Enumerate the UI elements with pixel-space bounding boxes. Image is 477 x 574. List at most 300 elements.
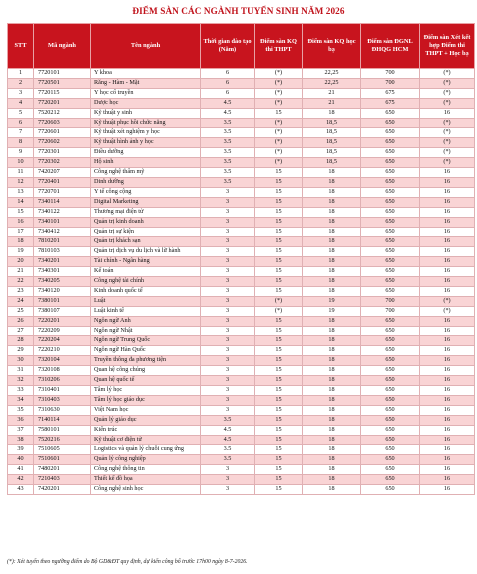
table-body xyxy=(8,69,475,495)
cell-dgnl: 650 xyxy=(361,168,420,178)
cell-dgnl: 650 xyxy=(361,128,420,138)
cell-dgnl: 650 xyxy=(361,158,420,168)
cell-stt: 27 xyxy=(8,326,34,336)
cell-stt: 10 xyxy=(8,158,34,168)
cell-stt: 18 xyxy=(8,237,34,247)
cell-duration: 4.5 xyxy=(201,435,255,445)
cell-duration: 4.5 xyxy=(201,108,255,118)
table-row xyxy=(8,148,475,158)
cell-duration: 3 xyxy=(201,336,255,346)
cell-dgnl: 650 xyxy=(361,247,420,257)
cell-stt: 20 xyxy=(8,257,34,267)
cell-hocba: 18,5 xyxy=(303,118,361,128)
cell-name: Luật kinh tế xyxy=(91,306,201,316)
cell-dgnl: 650 xyxy=(361,455,420,465)
cell-combo: (*) xyxy=(420,98,475,108)
cell-name: Kế toán xyxy=(91,267,201,277)
cell-code: 7810201 xyxy=(34,237,91,247)
cell-dgnl: 650 xyxy=(361,475,420,485)
cell-stt: 3 xyxy=(8,88,34,98)
header-duration: Thời gian đào tạo (Năm) xyxy=(201,24,255,69)
table-row xyxy=(8,386,475,396)
cell-duration: 6 xyxy=(201,69,255,79)
cell-code: 7480201 xyxy=(34,465,91,475)
cell-thpt: (*) xyxy=(255,158,303,168)
cell-thpt: 15 xyxy=(255,227,303,237)
cell-name: Kinh doanh quốc tế xyxy=(91,286,201,296)
cell-code: 7310403 xyxy=(34,395,91,405)
cell-stt: 36 xyxy=(8,415,34,425)
cell-duration: 3.5 xyxy=(201,445,255,455)
cell-combo: 16 xyxy=(420,386,475,396)
table-row xyxy=(8,227,475,237)
cell-hocba: 18 xyxy=(303,445,361,455)
cell-duration: 3 xyxy=(201,277,255,287)
cell-code: 7340301 xyxy=(34,267,91,277)
table-row xyxy=(8,435,475,445)
cell-duration: 3 xyxy=(201,306,255,316)
cell-stt: 15 xyxy=(8,207,34,217)
header-name: Tên ngành xyxy=(91,24,201,69)
cell-combo: 16 xyxy=(420,187,475,197)
cell-dgnl: 650 xyxy=(361,217,420,227)
cell-dgnl: 650 xyxy=(361,485,420,495)
cell-dgnl: 700 xyxy=(361,306,420,316)
cell-thpt: (*) xyxy=(255,98,303,108)
cell-dgnl: 650 xyxy=(361,425,420,435)
cell-name: Ngôn ngữ Hàn Quốc xyxy=(91,346,201,356)
header-hocba: Điểm sàn KQ học bạ xyxy=(303,24,361,69)
cell-stt: 31 xyxy=(8,366,34,376)
cell-thpt: (*) xyxy=(255,128,303,138)
cell-code: 7220210 xyxy=(34,346,91,356)
cell-name: Kỹ thuật xét nghiệm y học xyxy=(91,128,201,138)
cell-hocba: 18,5 xyxy=(303,128,361,138)
cell-name: Kiến trúc xyxy=(91,425,201,435)
cell-combo: 16 xyxy=(420,425,475,435)
cell-thpt: 15 xyxy=(255,197,303,207)
cell-thpt: 15 xyxy=(255,376,303,386)
cell-code: 7720602 xyxy=(34,138,91,148)
cell-thpt: 15 xyxy=(255,177,303,187)
cell-combo: 16 xyxy=(420,336,475,346)
table-row xyxy=(8,197,475,207)
cell-stt: 16 xyxy=(8,217,34,227)
cell-code: 7320104 xyxy=(34,356,91,366)
cell-thpt: 15 xyxy=(255,257,303,267)
table-row xyxy=(8,286,475,296)
cell-stt: 25 xyxy=(8,306,34,316)
cell-combo: 16 xyxy=(420,356,475,366)
cell-thpt: 15 xyxy=(255,247,303,257)
cell-duration: 6 xyxy=(201,78,255,88)
cell-stt: 4 xyxy=(8,98,34,108)
cell-stt: 41 xyxy=(8,465,34,475)
cell-stt: 26 xyxy=(8,316,34,326)
cell-dgnl: 650 xyxy=(361,316,420,326)
header-code: Mã ngành xyxy=(34,24,91,69)
cell-name: Răng - Hàm - Mặt xyxy=(91,78,201,88)
cell-stt: 28 xyxy=(8,336,34,346)
cell-duration: 3.5 xyxy=(201,455,255,465)
cell-name: Kỹ thuật phục hồi chức năng xyxy=(91,118,201,128)
cell-duration: 3 xyxy=(201,247,255,257)
cell-thpt: (*) xyxy=(255,78,303,88)
cell-name: Digital Marketing xyxy=(91,197,201,207)
table-row xyxy=(8,395,475,405)
cell-hocba: 21 xyxy=(303,88,361,98)
cell-stt: 37 xyxy=(8,425,34,435)
cell-stt: 19 xyxy=(8,247,34,257)
table-row xyxy=(8,168,475,178)
cell-hocba: 18 xyxy=(303,286,361,296)
cell-combo: 16 xyxy=(420,197,475,207)
cell-dgnl: 700 xyxy=(361,296,420,306)
cell-duration: 3 xyxy=(201,207,255,217)
cell-duration: 3.5 xyxy=(201,148,255,158)
cell-hocba: 18 xyxy=(303,227,361,237)
cell-name: Thương mại điện tử xyxy=(91,207,201,217)
header-stt: STT xyxy=(8,24,34,69)
table-row xyxy=(8,336,475,346)
cell-name: Kỹ thuật cơ điện tử xyxy=(91,435,201,445)
cell-combo: (*) xyxy=(420,78,475,88)
cell-hocba: 18 xyxy=(303,237,361,247)
cell-code: 7420201 xyxy=(34,485,91,495)
cell-hocba: 18 xyxy=(303,108,361,118)
cell-duration: 3 xyxy=(201,395,255,405)
cell-thpt: 15 xyxy=(255,207,303,217)
cell-thpt: 15 xyxy=(255,267,303,277)
header-dgnl: Điểm sàn ĐGNL ĐHQG HCM xyxy=(361,24,420,69)
cell-name: Ngôn ngữ Trung Quốc xyxy=(91,336,201,346)
cell-dgnl: 650 xyxy=(361,207,420,217)
table-row xyxy=(8,445,475,455)
cell-thpt: 15 xyxy=(255,326,303,336)
cell-name: Quản trị khách sạn xyxy=(91,237,201,247)
table-row xyxy=(8,207,475,217)
cell-dgnl: 650 xyxy=(361,415,420,425)
table-row xyxy=(8,356,475,366)
cell-duration: 3 xyxy=(201,257,255,267)
cell-combo: 16 xyxy=(420,465,475,475)
cell-thpt: (*) xyxy=(255,148,303,158)
cell-name: Kỹ thuật hình ảnh y học xyxy=(91,138,201,148)
cell-dgnl: 700 xyxy=(361,69,420,79)
cell-duration: 3 xyxy=(201,197,255,207)
cell-duration: 3 xyxy=(201,485,255,495)
table-row xyxy=(8,326,475,336)
cell-combo: (*) xyxy=(420,118,475,128)
cell-combo: 16 xyxy=(420,277,475,287)
header-thpt: Điểm sàn KQ thi THPT xyxy=(255,24,303,69)
cell-duration: 6 xyxy=(201,88,255,98)
cell-hocba: 18 xyxy=(303,405,361,415)
cell-code: 7520212 xyxy=(34,108,91,118)
cell-name: Luật xyxy=(91,296,201,306)
cell-duration: 3 xyxy=(201,475,255,485)
cell-hocba: 18 xyxy=(303,386,361,396)
cell-thpt: (*) xyxy=(255,88,303,98)
cell-hocba: 21 xyxy=(303,98,361,108)
table-row xyxy=(8,138,475,148)
table-row xyxy=(8,158,475,168)
cell-code: 7720301 xyxy=(34,148,91,158)
table-row xyxy=(8,415,475,425)
cell-combo: (*) xyxy=(420,69,475,79)
cell-code: 7720201 xyxy=(34,98,91,108)
table-row xyxy=(8,78,475,88)
cell-code: 7720501 xyxy=(34,78,91,88)
cell-name: Tâm lý học giáo dục xyxy=(91,395,201,405)
cell-thpt: 15 xyxy=(255,445,303,455)
cell-duration: 3 xyxy=(201,237,255,247)
cell-code: 7220209 xyxy=(34,326,91,336)
table-row xyxy=(8,237,475,247)
table-row xyxy=(8,187,475,197)
cell-duration: 3.5 xyxy=(201,168,255,178)
cell-name: Quản lý giáo dục xyxy=(91,415,201,425)
cell-dgnl: 650 xyxy=(361,356,420,366)
cell-hocba: 18 xyxy=(303,356,361,366)
cell-duration: 3.5 xyxy=(201,118,255,128)
cell-hocba: 18 xyxy=(303,197,361,207)
cell-dgnl: 650 xyxy=(361,465,420,475)
cell-hocba: 18 xyxy=(303,376,361,386)
cell-stt: 8 xyxy=(8,138,34,148)
cell-duration: 3 xyxy=(201,316,255,326)
cell-combo: 16 xyxy=(420,346,475,356)
cell-combo: 16 xyxy=(420,376,475,386)
table-row xyxy=(8,277,475,287)
page-title: ĐIỂM SÀN CÁC NGÀNH TUYỂN SINH NĂM 2026 xyxy=(132,6,345,16)
cell-stt: 32 xyxy=(8,376,34,386)
table-row xyxy=(8,108,475,118)
cell-combo: 16 xyxy=(420,455,475,465)
table-row xyxy=(8,316,475,326)
cell-name: Quan hệ quốc tế xyxy=(91,376,201,386)
cell-stt: 30 xyxy=(8,356,34,366)
cell-thpt: 15 xyxy=(255,425,303,435)
cell-combo: 16 xyxy=(420,247,475,257)
cell-code: 7380107 xyxy=(34,306,91,316)
cell-code: 7720601 xyxy=(34,128,91,138)
cell-hocba: 18 xyxy=(303,475,361,485)
cell-hocba: 19 xyxy=(303,306,361,316)
cell-hocba: 18 xyxy=(303,395,361,405)
cell-dgnl: 650 xyxy=(361,395,420,405)
cell-hocba: 18 xyxy=(303,247,361,257)
cell-stt: 21 xyxy=(8,267,34,277)
cell-dgnl: 650 xyxy=(361,177,420,187)
cell-hocba: 18 xyxy=(303,267,361,277)
cell-name: Quản trị dịch vụ du lịch và lữ hành xyxy=(91,247,201,257)
cell-stt: 12 xyxy=(8,177,34,187)
cell-duration: 3 xyxy=(201,346,255,356)
cell-code: 7340205 xyxy=(34,277,91,287)
cell-combo: 16 xyxy=(420,485,475,495)
cell-name: Điều dưỡng xyxy=(91,148,201,158)
cell-name: Y học cổ truyền xyxy=(91,88,201,98)
cell-code: 7220204 xyxy=(34,336,91,346)
cell-hocba: 18 xyxy=(303,207,361,217)
cell-name: Công nghệ thông tin xyxy=(91,465,201,475)
table-row xyxy=(8,405,475,415)
cell-hocba: 22,25 xyxy=(303,69,361,79)
table-row xyxy=(8,455,475,465)
cell-thpt: 15 xyxy=(255,316,303,326)
cell-duration: 4.5 xyxy=(201,98,255,108)
cell-duration: 3 xyxy=(201,356,255,366)
table-row xyxy=(8,485,475,495)
cell-stt: 23 xyxy=(8,286,34,296)
cell-thpt: 15 xyxy=(255,435,303,445)
cell-dgnl: 650 xyxy=(361,376,420,386)
cell-hocba: 18 xyxy=(303,425,361,435)
cell-dgnl: 650 xyxy=(361,257,420,267)
cell-name: Y khoa xyxy=(91,69,201,79)
cell-code: 7720115 xyxy=(34,88,91,98)
cell-combo: 16 xyxy=(420,207,475,217)
cell-stt: 22 xyxy=(8,277,34,287)
cell-hocba: 19 xyxy=(303,296,361,306)
cell-hocba: 18 xyxy=(303,485,361,495)
cell-dgnl: 650 xyxy=(361,108,420,118)
cell-code: 7340101 xyxy=(34,217,91,227)
table-row xyxy=(8,247,475,257)
table-row xyxy=(8,425,475,435)
cell-hocba: 18 xyxy=(303,326,361,336)
cell-combo: 16 xyxy=(420,326,475,336)
cell-stt: 17 xyxy=(8,227,34,237)
cell-dgnl: 650 xyxy=(361,286,420,296)
cell-combo: 16 xyxy=(420,475,475,485)
cell-thpt: 15 xyxy=(255,237,303,247)
cell-hocba: 22,25 xyxy=(303,78,361,88)
cell-dgnl: 650 xyxy=(361,227,420,237)
cell-dgnl: 650 xyxy=(361,435,420,445)
cell-stt: 33 xyxy=(8,386,34,396)
cell-combo: 16 xyxy=(420,237,475,247)
cell-hocba: 18,5 xyxy=(303,148,361,158)
cell-combo: 16 xyxy=(420,445,475,455)
cell-dgnl: 650 xyxy=(361,346,420,356)
cell-thpt: 15 xyxy=(255,405,303,415)
cell-combo: (*) xyxy=(420,128,475,138)
table-row xyxy=(8,346,475,356)
table-row xyxy=(8,217,475,227)
cell-duration: 3.5 xyxy=(201,158,255,168)
cell-combo: 16 xyxy=(420,217,475,227)
cell-duration: 3 xyxy=(201,217,255,227)
cell-code: 7810103 xyxy=(34,247,91,257)
cell-combo: 16 xyxy=(420,257,475,267)
cell-hocba: 18 xyxy=(303,187,361,197)
cell-stt: 34 xyxy=(8,395,34,405)
cell-code: 7340114 xyxy=(34,197,91,207)
cell-name: Ngôn ngữ Anh xyxy=(91,316,201,326)
cell-dgnl: 650 xyxy=(361,326,420,336)
cell-name: Logistics và quản lý chuỗi cung ứng xyxy=(91,445,201,455)
cell-code: 7310630 xyxy=(34,405,91,415)
cell-duration: 3.5 xyxy=(201,128,255,138)
table-row xyxy=(8,257,475,267)
cell-duration: 3 xyxy=(201,366,255,376)
cell-name: Tài chính - Ngân hàng xyxy=(91,257,201,267)
cell-code: 7510601 xyxy=(34,455,91,465)
table-row xyxy=(8,69,475,79)
cell-code: 7340120 xyxy=(34,286,91,296)
cell-combo: 16 xyxy=(420,267,475,277)
cell-dgnl: 675 xyxy=(361,98,420,108)
cell-stt: 29 xyxy=(8,346,34,356)
cell-duration: 3 xyxy=(201,386,255,396)
cell-thpt: 15 xyxy=(255,465,303,475)
cell-stt: 6 xyxy=(8,118,34,128)
cell-thpt: (*) xyxy=(255,69,303,79)
cell-name: Quản lý công nghiệp xyxy=(91,455,201,465)
cell-hocba: 18 xyxy=(303,346,361,356)
cell-stt: 7 xyxy=(8,128,34,138)
cell-duration: 3.5 xyxy=(201,177,255,187)
cell-code: 7340122 xyxy=(34,207,91,217)
cell-name: Hộ sinh xyxy=(91,158,201,168)
cell-thpt: 15 xyxy=(255,356,303,366)
cell-combo: 16 xyxy=(420,405,475,415)
cell-hocba: 18 xyxy=(303,217,361,227)
table-row xyxy=(8,177,475,187)
cell-name: Tâm lý học xyxy=(91,386,201,396)
cell-thpt: 15 xyxy=(255,336,303,346)
cell-duration: 3 xyxy=(201,376,255,386)
table-row xyxy=(8,118,475,128)
table-header-row xyxy=(8,24,475,69)
cell-hocba: 18,5 xyxy=(303,138,361,148)
cell-name: Kỹ thuật y sinh xyxy=(91,108,201,118)
cell-code: 7340201 xyxy=(34,257,91,267)
cell-combo: 16 xyxy=(420,316,475,326)
cell-combo: 16 xyxy=(420,177,475,187)
cell-code: 7310401 xyxy=(34,386,91,396)
cell-dgnl: 650 xyxy=(361,138,420,148)
cell-name: Ngôn ngữ Nhật xyxy=(91,326,201,336)
cell-dgnl: 650 xyxy=(361,366,420,376)
cell-code: 7580101 xyxy=(34,425,91,435)
cell-code: 7420207 xyxy=(34,168,91,178)
cell-code: 7380101 xyxy=(34,296,91,306)
cell-thpt: (*) xyxy=(255,138,303,148)
cell-stt: 35 xyxy=(8,405,34,415)
cell-dgnl: 675 xyxy=(361,88,420,98)
cell-dgnl: 650 xyxy=(361,277,420,287)
cell-dgnl: 650 xyxy=(361,386,420,396)
cell-thpt: 15 xyxy=(255,277,303,287)
cell-combo: (*) xyxy=(420,88,475,98)
cell-code: 7720401 xyxy=(34,177,91,187)
cell-dgnl: 650 xyxy=(361,118,420,128)
cell-thpt: 15 xyxy=(255,366,303,376)
cell-dgnl: 700 xyxy=(361,78,420,88)
cell-stt: 2 xyxy=(8,78,34,88)
cell-hocba: 18 xyxy=(303,277,361,287)
cell-name: Quản trị kinh doanh xyxy=(91,217,201,227)
header-combo: Điểm sàn Xét kết hợp Điểm thi THPT + Học bạ xyxy=(420,24,475,69)
cell-dgnl: 650 xyxy=(361,336,420,346)
cell-name: Y tế công cộng xyxy=(91,187,201,197)
cell-code: 7720701 xyxy=(34,187,91,197)
cell-duration: 3 xyxy=(201,286,255,296)
cell-code: 7320108 xyxy=(34,366,91,376)
